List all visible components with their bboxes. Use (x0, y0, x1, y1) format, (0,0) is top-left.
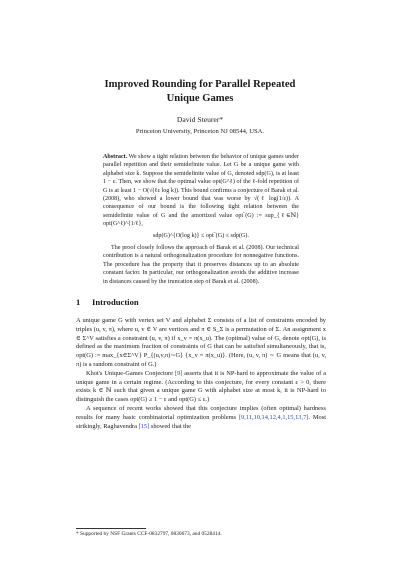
abstract-label: Abstract. (103, 154, 128, 160)
intro-paragraph-2: Khot's Unique-Games Conjecture [9] asserts that it is NP-hard to approximate the value of a unique game in a certain regime. (According to this conjecture, for every constant ε > 0, there exists k ∈ ℕ such that given a unique game G with alphabet size at most k, it is NP-hard to distinguish the cases opt(G) ≥ 1 − ε and opt(G) ≤ ε.) (76, 369, 326, 404)
section-number: 1 (76, 297, 81, 307)
abstract-paragraph-2: The proof closely follows the approach of Barak et al. (2008). Our technical contribution is a natural orthogonalization procedure for nonnegative functions. The procedure has the property that it preserves distances up to an absolute constant factor. In particular, our orthogonalization avoids the additive increase in distances caused by the truncation step of Barak et al. (2008). (103, 245, 299, 285)
section-title: Introduction (92, 297, 139, 307)
intro-body (76, 317, 326, 431)
citation-link[interactable]: [15] (138, 422, 150, 430)
footnote-rule (76, 528, 146, 529)
citation-link[interactable]: [9] (174, 369, 183, 377)
section-heading (76, 297, 139, 307)
author-name: David Steurer* (176, 115, 224, 124)
intro-paragraph-1: A unique game G with vertex set V and alphabet Σ consists of a list of constraints encoded by triples (u, v, π), where u, v ∈ V are vertices and π ∈ S_Σ is a permutation of Σ. An assignment x ∈ Σ^V satisfies a constraint (u, v, π) if x_v = π(x_u). The (optimal) value of G, denote opt(G), is defined as the maximum fraction of constraints of G that can be satisfied simultaneously, that is, opt(G) := max_{x∈Σ^V} P_{(u,v,π)∼G} {x_v = π(x_u)}. (Here, (u, v, π) ∼ G means that (u, v, π) is a random constraint of G.) (76, 317, 326, 368)
abstract (103, 153, 299, 286)
abstract-display-equation: sdp(G)^{O(log k)} ≤ opt‾(G) ≤ sdp(G). (153, 232, 249, 239)
citation-link[interactable]: [9,11,10,14,12,4,1,15,13,7] (238, 413, 309, 421)
abstract-paragraph: Abstract. We show a tight relation between the behavior of unique games under parallel repetition and their semidefinite value. Let G be a unique game with alphabet size k. Suppose the semidefinite value of G, denoted sdp(G), is at least 1 − ε. Then, we show that the optimal value opt(G^ℓ) of the ℓ-fold repetition of G is at least 1 − O(√(ℓε log k)). This bound confirms a conjecture of Barak et al. (2008), who showed a lower bound that was worse by √(ℓ log(1/ε)). A consequence of our bound is the following tight relation between the semidefinite value of G and the amortized value opt‾(G) := sup_{ℓ∈ℕ} opt(G^ℓ)^{1/ℓ}, (103, 154, 300, 228)
footnote: * Supported by NSF Grants CCF-0832797, 0830673, and 0528414. (76, 531, 222, 537)
author-affiliation: Princeton University, Princeton NJ 08544, USA. (135, 128, 265, 135)
paper-title: Improved Rounding for Parallel Repeated Unique Games (104, 79, 296, 104)
intro-paragraph-3: A sequence of recent works showed that this conjecture implies (often optimal) hardness results for many basic combinatorial optimization problems [9,11,10,14,12,4,1,15,13,7]. Most strikingly, Raghavendra [15] showed that the (76, 404, 326, 430)
